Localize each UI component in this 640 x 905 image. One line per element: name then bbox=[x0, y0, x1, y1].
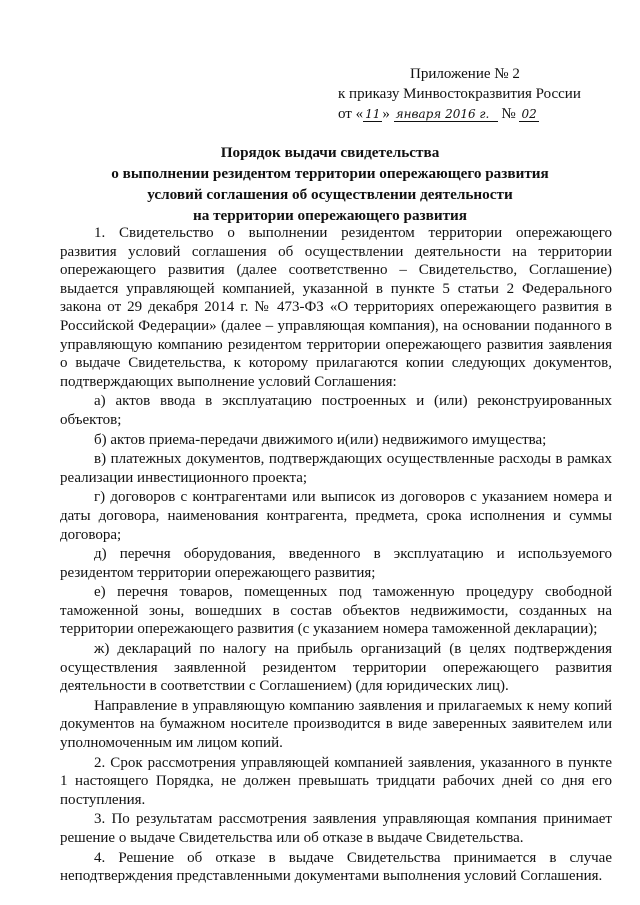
document-title bbox=[60, 142, 600, 226]
paragraph-item-b: б) актов приема-передачи движимого и(или) недвижимого имущества; bbox=[94, 431, 547, 448]
paragraph-2: 2. Срок рассмотрения управляющей компанией заявления, указанного в пункте 1 настоящего Порядка, не должен превышать тридцати рабочих дней со дня его поступления. bbox=[60, 754, 612, 808]
document-body bbox=[60, 224, 612, 886]
handwritten-number: 02 bbox=[521, 107, 537, 121]
paragraph-1: 1. Свидетельство о выполнении резидентом территории опережающего развития условий соглашения об осуществлении деятельности на территории опережающего развития (далее соответственно – Свидетельство, Соглашение) выдается управляющей компанией, указанной в пункте 5 статьи 2 Федерального закона от 29 декабря 2014 г. № 473-ФЗ «О территориях опережающего развития в Российской Федерации» (далее – управляющая компания), на основании поданного в управляющую компанию резидентом территории опережающего развития заявления о выдаче Свидетельства, к которому прилагаются копии следующих документов, подтверждающих выполнение условий Соглашения: bbox=[60, 225, 612, 390]
handwritten-day: 11 bbox=[365, 107, 381, 121]
paragraph-item-zh: ж) деклараций по налогу на прибыль организаций (в целях подтверждения осуществления заявленной резидентом территории опережающего развития деятельности в соответствии с Соглашением) (для юридических лиц). bbox=[60, 641, 612, 695]
number-label: № bbox=[501, 106, 516, 122]
paragraph-3: 3. По результатам рассмотрения заявления управляющая компания принимает решение о выдаче Свидетельства или об отказе в выдаче Свидетельства. bbox=[60, 811, 612, 846]
title-line-4: на территории опережающего развития bbox=[192, 207, 468, 224]
handwritten-month-year: января 2016 г. bbox=[394, 107, 498, 122]
paragraph-item-g: г) договоров с контрагентами или выписок из договоров с указанием номера и даты договора, наименования контрагента, предмета, срока исполнения и суммы договора; bbox=[60, 489, 612, 543]
annex-header bbox=[338, 64, 618, 124]
paragraph-item-v: в) платежных документов, подтверждающих осуществленные расходы в рамках реализации инвестиционного проекта; bbox=[60, 451, 612, 486]
title-line-3: условий соглашения об осуществлении деятельности bbox=[147, 186, 513, 203]
annex-order-reference: к приказу Минвостокразвития России bbox=[338, 86, 581, 102]
paragraph-submission: Направление в управляющую компанию заявления и прилагаемых к нему копий документов на бумажном носителе производится в виде заверенных заявителем или уполномоченным им лицом копий. bbox=[60, 697, 612, 752]
paragraph-item-e: е) перечня товаров, помещенных под таможенную процедуру свободной таможенной зоны, вошедших в состав объектов недвижимости, созданных на территории опережающего развития (с указанием номера таможенной декларации); bbox=[60, 584, 612, 638]
date-quote-close: » bbox=[382, 106, 390, 122]
paragraph-item-a: а) актов ввода в эксплуатацию построенных и (или) реконструированных объектов; bbox=[60, 393, 612, 428]
paragraph-4: 4. Решение об отказе в выдаче Свидетельства принимается в случае неподтверждения представленными документами выполнения условий Соглашения. bbox=[60, 849, 612, 885]
date-prefix: от « bbox=[338, 106, 364, 122]
title-line-1: Порядок выдачи свидетельства bbox=[220, 144, 440, 161]
annex-title: Приложение № 2 bbox=[410, 66, 520, 82]
annex-date-number bbox=[338, 104, 618, 124]
title-line-2: о выполнении резидентом территории опережающего развития bbox=[111, 165, 549, 182]
paragraph-item-d: д) перечня оборудования, введенного в эксплуатацию и используемого резидентом территории опережающего развития; bbox=[60, 546, 612, 581]
